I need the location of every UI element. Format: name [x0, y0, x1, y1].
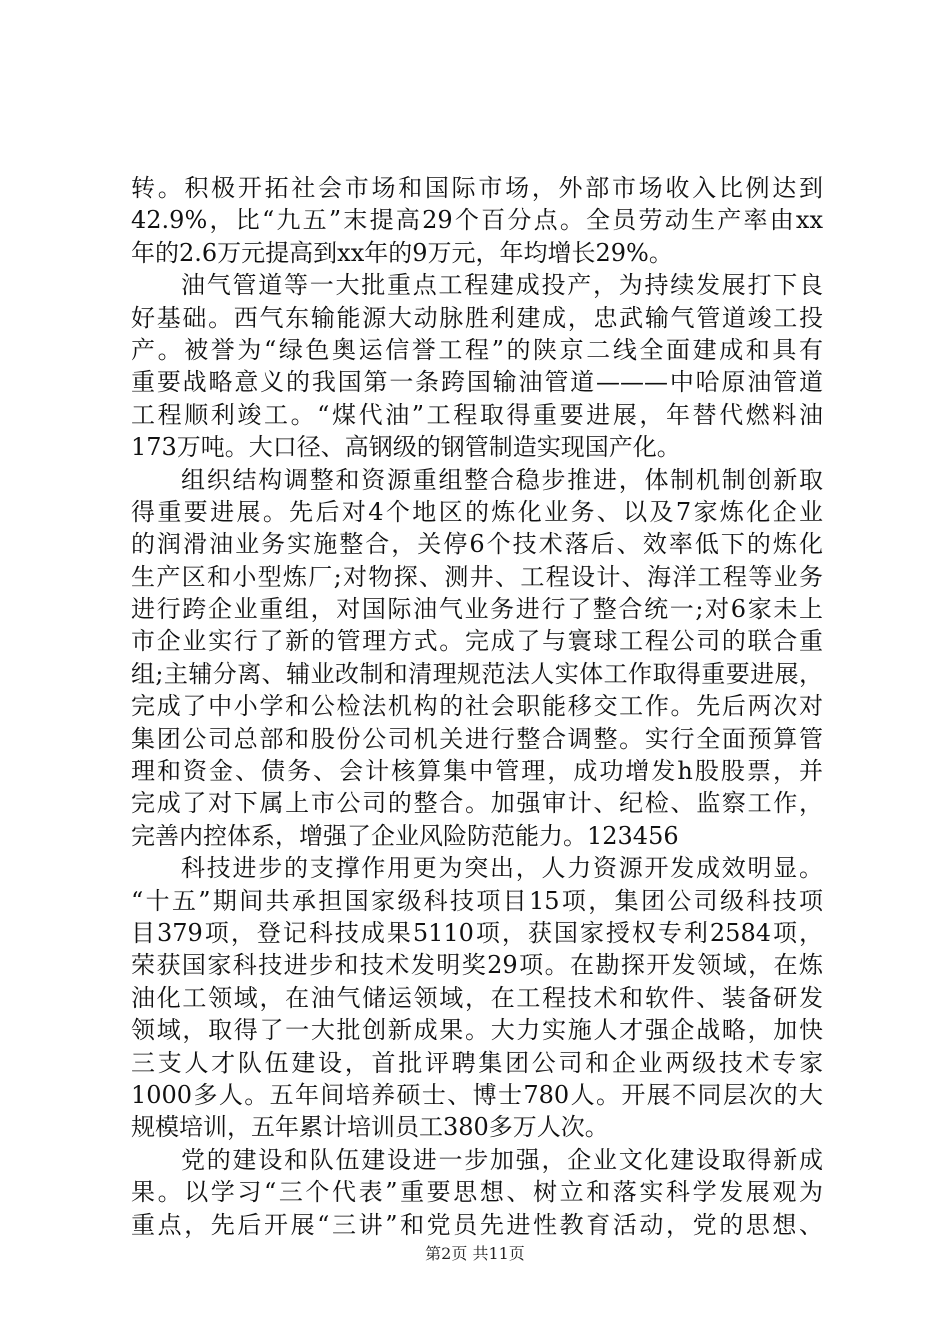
text-line: 42.9%，比“九五”末提高29个百分点。全员劳动生产率由xx — [131, 206, 823, 235]
text-line: 生产区和小型炼厂;对物探、测井、工程设计、海洋工程等业务 — [131, 562, 823, 591]
document-body — [131, 172, 823, 1241]
text-line: 好基础。西气东输能源大动脉胜利建成，忠武输气管道竣工投 — [131, 303, 823, 332]
text-line: 完善内控体系，增强了企业风险防范能力。123456 — [131, 821, 679, 850]
text-line: 完成了中小学和公检法机构的社会职能移交工作。先后两次对 — [131, 692, 823, 721]
text-line: 的润滑油业务实施整合，关停6个技术落后、效率低下的炼化 — [131, 530, 823, 559]
text-line: 组;主辅分离、辅业改制和清理规范法人实体工作取得重要进展， — [131, 659, 823, 688]
text-line: 果。以学习“三个代表”重要思想、树立和落实科学发展观为 — [131, 1178, 823, 1207]
text-line: 三支人才队伍建设，首批评聘集团公司和企业两级技术专家 — [131, 1048, 823, 1077]
text-line: 173万吨。大口径、高钢级的钢管制造实现国产化。 — [131, 433, 681, 462]
text-line: 理和资金、债务、会计核算集中管理，成功增发h股股票，并 — [131, 757, 823, 786]
text-line: 党的建设和队伍建设进一步加强，企业文化建设取得新成 — [181, 1145, 823, 1174]
text-line: 科技进步的支撑作用更为突出，人力资源开发成效明显。 — [181, 854, 823, 883]
text-line: 完成了对下属上市公司的整合。加强审计、纪检、监察工作， — [131, 789, 823, 818]
text-line: 转。积极开拓社会市场和国际市场，外部市场收入比例达到 — [131, 174, 823, 202]
page-footer: 第2页 共11页 — [425, 1244, 525, 1263]
text-line: 油化工领域，在油气储运领域，在工程技术和软件、装备研发 — [131, 983, 823, 1012]
text-line: 荣获国家科技进步和技术发明奖29项。在勘探开发领域，在炼 — [131, 951, 823, 980]
text-line: 重要战略意义的我国第一条跨国输油管道———中哈原油管道 — [131, 368, 823, 397]
text-line: 1000多人。五年间培养硕士、博士780人。开展不同层次的大 — [131, 1080, 823, 1109]
text-line: 集团公司总部和股份公司机关进行整合调整。实行全面预算管 — [131, 724, 823, 753]
text-line: 工程顺利竣工。“煤代油”工程取得重要进展，年替代燃料油 — [131, 400, 823, 429]
text-line: 油气管道等一大批重点工程建成投产，为持续发展打下良 — [181, 271, 823, 300]
text-line: 组织结构调整和资源重组整合稳步推进，体制机制创新取 — [181, 465, 823, 494]
text-line: 年的2.6万元提高到xx年的9万元，年均增长29%。 — [131, 238, 673, 267]
text-line: 市企业实行了新的管理方式。完成了与寰球工程公司的联合重 — [131, 627, 823, 656]
text-line: 得重要进展。先后对4个地区的炼化业务、以及7家炼化企业 — [131, 497, 823, 526]
text-line: 领域，取得了一大批创新成果。大力实施人才强企战略，加快 — [131, 1016, 823, 1045]
text-line: 进行跨企业重组，对国际油气业务进行了整合统一;对6家未上 — [131, 595, 823, 624]
text-line: “十五”期间共承担国家级科技项目15项，集团公司级科技项 — [131, 886, 823, 915]
text-line: 产。被誉为“绿色奥运信誉工程”的陕京二线全面建成和具有 — [131, 335, 823, 364]
text-line: 重点，先后开展“三讲”和党员先进性教育活动，党的思想、 — [131, 1210, 823, 1239]
text-line: 规模培训，五年累计培训员工380多万人次。 — [131, 1113, 609, 1142]
text-line: 目379项，登记科技成果5110项，获国家授权专利2584项， — [131, 918, 823, 947]
